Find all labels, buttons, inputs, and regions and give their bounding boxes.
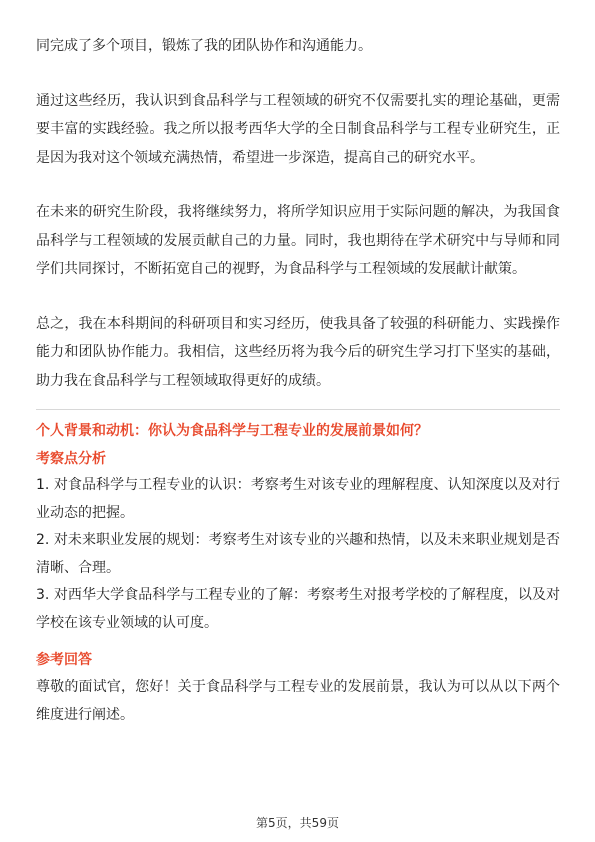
analysis-heading: 考察点分析 xyxy=(36,451,106,467)
page-number: 第5页，共59页 xyxy=(256,816,339,830)
answer-text: 尊敬的面试官，您好！关于食品科学与工程专业的发展前景，我认为可以从以下两个维度进行阐述。 xyxy=(36,679,560,723)
document-page xyxy=(36,32,560,729)
answer-heading: 参考回答 xyxy=(36,652,92,668)
analysis-list xyxy=(36,472,560,637)
analysis-item-2: 2. 对未来职业发展的规划：考察考生对该专业的兴趣和热情，以及未来职业规划是否清晰、合理。 xyxy=(36,532,560,576)
body-paragraph-2: 通过这些经历，我认识到食品科学与工程领域的研究不仅需要扎实的理论基础，更需要丰富的实践经验。我之所以报考西华大学的全日制食品科学与工程专业研究生，正是因为我对这个领域充满热情，希望进一步深造，提高自己的研究水平。 xyxy=(36,92,560,166)
body-paragraph-3: 在未来的研究生阶段，我将继续努力，将所学知识应用于实际问题的解决，为我国食品科学与工程领域的发展贡献自己的力量。同时，我也期待在学术研究中与导师和同学们共同探讨，不断拓宽自己的视野，为食品科学与工程领域的发展献计献策。 xyxy=(36,204,560,277)
interview-question: 个人背景和动机：你认为食品科学与工程专业的发展前景如何？ xyxy=(36,423,428,439)
analysis-item-1: 1. 对食品科学与工程专业的认识：考察考生对该专业的理解程度、认知深度以及对行业动态的把握。 xyxy=(36,477,560,521)
analysis-item-3: 3. 对西华大学食品科学与工程专业的了解：考察考生对报考学校的了解程度，以及对学校在该专业领域的认可度。 xyxy=(36,587,560,631)
body-paragraph-4: 总之，我在本科期间的科研项目和实习经历，使我具备了较强的科研能力、实践操作能力和团队协作能力。我相信，这些经历将为我今后的研究生学习打下坚实的基础，助力我在食品科学与工程领域取得更好的成绩。 xyxy=(36,315,560,389)
section-divider xyxy=(36,409,560,410)
body-paragraph-1: 同完成了多个项目，锻炼了我的团队协作和沟通能力。 xyxy=(36,38,372,54)
